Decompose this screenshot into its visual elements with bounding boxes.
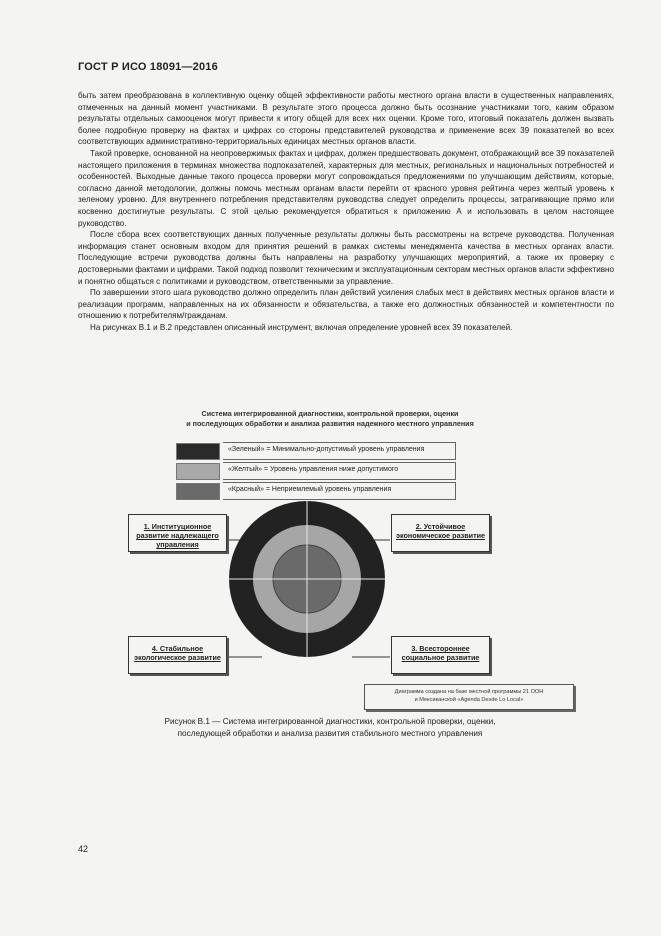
quadrant-4-label: 4. Стабильное экологическое развитие (134, 644, 221, 662)
caption-line-2: последующей обработки и анализа развития стабильного местного управления (177, 729, 483, 738)
quadrant-2-label: 2. Устойчивое экономическое развитие (395, 522, 485, 540)
legend-label-yellow: «Желтый» = Уровень управления ниже допустимого (228, 466, 399, 473)
paragraph-2: Такой проверке, основанной на неопровержимых фактах и цифрах, должен предшествовать документ, отображающий все 39 показателей настоящего приложения в терминах множества подпоказателей, характерных для местных, региональных и национальных потребностей и особенностей. Выходные данные такого процесса проверки могут сопровождаться предложениями по улучшающим действиям, которые, согласно данной методологии, должны помочь местным органам власти перейти от красного уровня рейтинга через желтый уровень к зеленому уровню. Для внутреннего потребления представителям руководства следует определить процессы, затрагивающие прямо или косвенно достигнутые результаты. С этой целью рекомендуется обратиться к приложению А и использовать в целом настоящее руководство. (78, 148, 614, 228)
paragraph-4: По завершении этого шага руководство должно определить план действий усиления слабых мест в действиях местных органов власти и реализации программ, направленных на их обязанности и обязательства, а также его должностных обязанностей и компетентности по отношению к потребителям/гражданам. (78, 288, 614, 321)
paragraph-3: После сбора всех соответствующих данных полученные результаты должны быть рассмотрены на встрече руководства. Полученная информация станет основным входом для принятия решений в рамках системы менеджмента качества в местных органах власти. Последующие встречи руководства должны быть направлены на разработку улучшающих мероприятий, а также их проверку с достоверными фактами и цифрами. Такой подход позволит техническим и эксплуатационным секторам местных органов власти эффективно и понятно общаться с политиками и руководством, ответственными за управление. (78, 230, 614, 286)
quadrant-2-box (391, 514, 490, 552)
paragraph-5: На рисунках В.1 и В.2 представлен описанный инструмент, включая определение уровней всех 39 показателей. (90, 322, 513, 332)
figure-title-line-1: Система интегрированной диагностики, контрольной проверки, оценки (201, 409, 459, 418)
legend-label-green: «Зеленый» = Минимально-допустимый уровень управления (228, 446, 425, 453)
credit-line-1: Диаграмма создана на базе местной программы 21 ООН (394, 689, 544, 695)
quadrant-3-label: 3. Всестороннее социальное развитие (401, 644, 480, 662)
paragraph-1: быть затем преобразована в коллективную оценку общей эффективности работы местного органа власти в существенных направлениях, отмеченных на данный момент участниками. В результате этого процесса должно быть осознание участниками того, каким образом результаты отдельных самооценок могут привести к итогу общей для всех них оценки. Кроме того, итоговый показатель должен вызвать более подробную проверку на фактах и цифрах со стороны представителей руководства и применение всех 39 показателей во всех соответствующих административно-территориальных единицах местных органов власти. (78, 91, 614, 147)
legend-label-red: «Красный» = Неприемлемый уровень управления (228, 486, 392, 493)
figure-title-line-2: и последующих обработки и анализа развития надежного местного управления (186, 419, 474, 428)
figure-caption (100, 716, 560, 740)
page-header: ГОСТ Р ИСО 18091—2016 (78, 61, 218, 73)
quadrant-1-box (128, 514, 227, 552)
quadrant-4-box (128, 636, 227, 674)
page-number: 42 (78, 844, 89, 854)
quadrant-1-label: 1. Институционное развитие надлежащего управления (136, 522, 219, 549)
credit-line-2: и Мексиканской «Agenda Desde Lo Local» (414, 697, 524, 703)
diagram-credit (364, 684, 574, 710)
quadrant-3-box (391, 636, 490, 674)
caption-line-1: Рисунок В.1 — Система интегрированной диагностики, контрольной проверки, оценки, (164, 717, 496, 726)
